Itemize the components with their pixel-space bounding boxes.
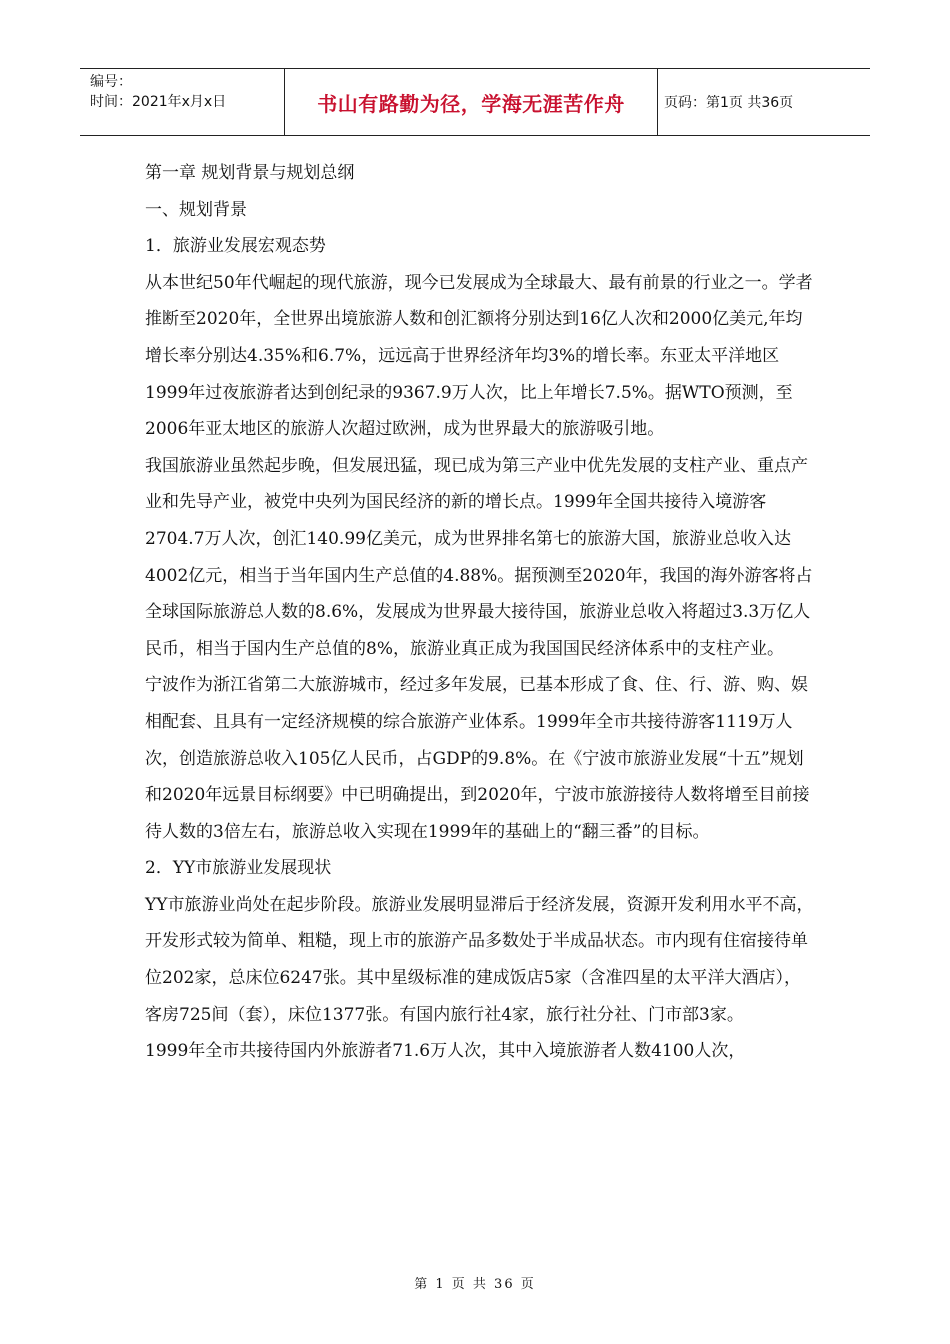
page-header — [80, 68, 870, 136]
header-page-info: 页码：第1页 共36页 — [664, 95, 794, 111]
subsection-title-2: 2．YY市旅游业发展现状 — [145, 858, 332, 879]
section-title: 一、规划背景 — [145, 199, 247, 220]
paragraph: 我国旅游业虽然起步晚，但发展迅猛，现已成为第三产业中优先发展的支柱产业、重点产业和先导产业，被党中央列为国民经济的新的增长点。1999年全国共接待入境游客2704.7万人次，创汇140.99亿美元，成为世界排名第七的旅游大国，旅游业总收入达4002亿元，相当于当年国内生产总值的4.88%。据预测至2020年，我国的海外游客将占全球国际旅游总人数的8.6%，发展成为世界最大接待国，旅游业总收入将超过3.3万亿人民币，相当于国内生产总值的8%，旅游业真正成为我国国民经济体系中的支柱产业。 — [145, 455, 813, 659]
header-meta — [80, 69, 284, 135]
subsection-title-1: 1．旅游业发展宏观态势 — [145, 236, 326, 257]
doc-number-label: 编号： — [90, 74, 132, 90]
document-body — [145, 155, 817, 1070]
paragraph: 1999年全市共接待国内外旅游者71.6万人次，其中入境旅游者人数4100人次， — [145, 1041, 746, 1062]
chapter-title: 第一章 规划背景与规划总纲 — [145, 163, 355, 183]
paragraph: 从本世纪50年代崛起的现代旅游，现今已发展成为全球最大、最有前景的行业之一。学者推断至2020年，全世界出境旅游人数和创汇额将分别达到16亿人次和2000亿美元,年均增长率分别达4.35%和6.7%，远远高于世界经济年均3%的增长率。东亚太平洋地区1999年过夜旅游者达到创纪录的9367.9万人次，比上年增长7.5%。据WTO预测，至2006年亚太地区的旅游人次超过欧洲，成为世界最大的旅游吸引地。 — [145, 272, 813, 440]
page-footer: 第 1 页 共 36 页 — [414, 1277, 536, 1292]
doc-time-label: 时间：2021年x月x日 — [90, 94, 227, 110]
header-motto: 书山有路勤为径，学海无涯苦作舟 — [284, 69, 658, 135]
paragraph: YY市旅游业尚处在起步阶段。旅游业发展明显滞后于经济发展，资源开发利用水平不高，开发形式较为简单、粗糙，现上市的旅游产品多数处于半成品状态。市内现有住宿接待单位202家，总床位6247张。其中星级标准的建成饭店5家（含准四星的太平洋大酒店），客房725间（套），床位1377张。有国内旅行社4家，旅行社分社、门市部3家。 — [145, 894, 814, 1025]
paragraph: 宁波作为浙江省第二大旅游城市，经过多年发展，已基本形成了食、住、行、游、购、娱相配套、且具有一定经济规模的综合旅游产业体系。1999年全市共接待游客1119万人次，创造旅游总收入105亿人民币，占GDP的9.8%。在《宁波市旅游业发展“十五”规划和2020年远景目标纲要》中已明确提出，到2020年，宁波市旅游接待人数将增至目前接待人数的3倍左右，旅游总收入实现在1999年的基础上的“翻三番”的目标。 — [145, 675, 810, 842]
